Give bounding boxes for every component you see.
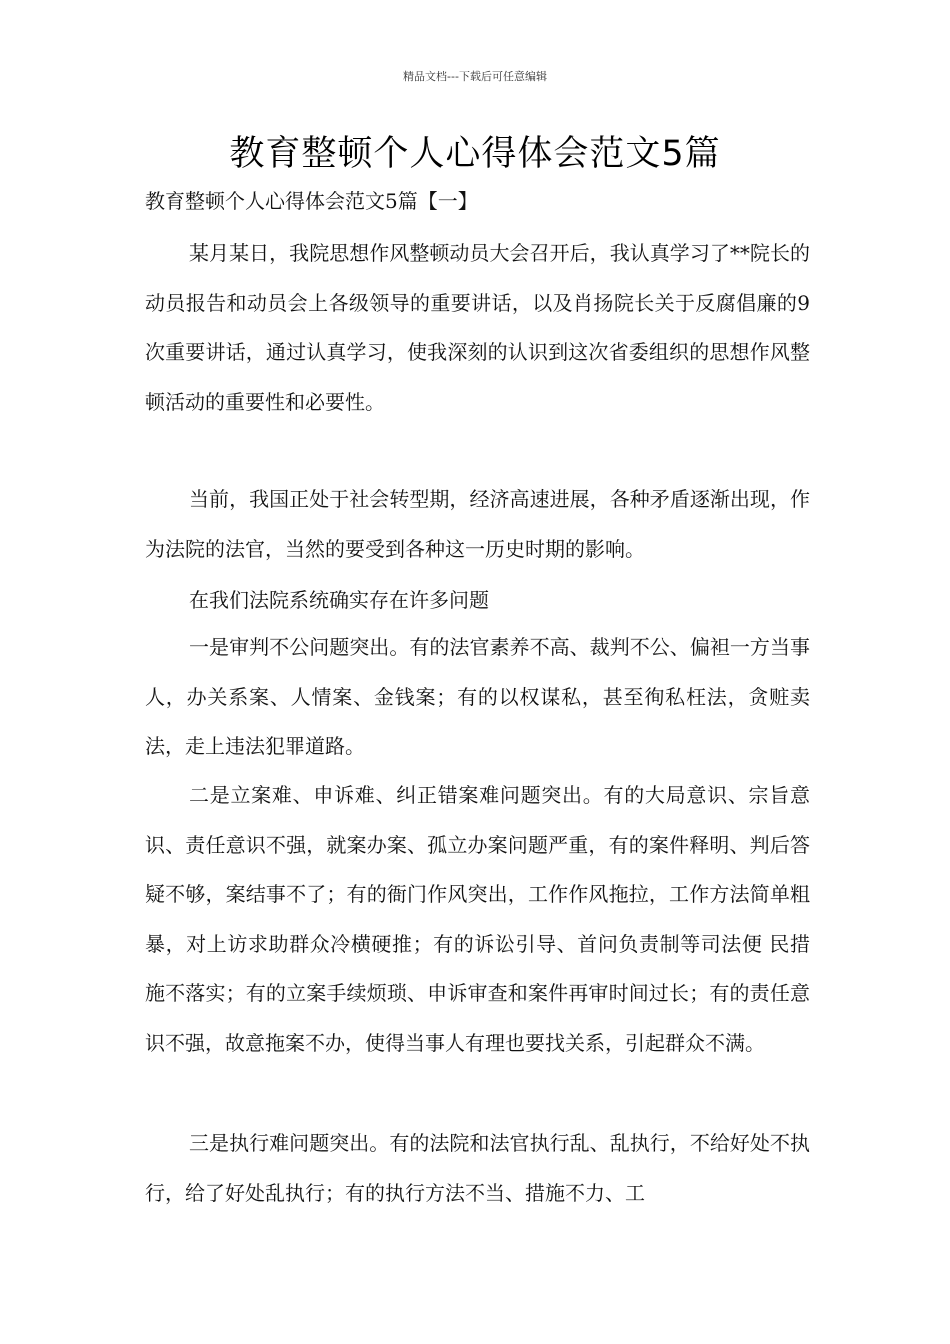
paragraph-2: 当前，我国正处于社会转型期，经济高速进展，各种矛盾逐渐出现，作为法院的法官，当然的要受到各种这一历史时期的影响。 [145,487,810,561]
document-title: 教育整顿个人心得体会范文5篇 [229,134,721,174]
paragraph-3: 在我们法院系统确实存在许多问题 [189,588,489,612]
paragraph-4: 一是审判不公问题突出。有的法官素养不高、裁判不公、偏袒一方当事人，办关系案、人情案、金钱案；有的以权谋私，甚至徇私枉法，贪赃卖法，走上违法犯罪道路。 [145,635,810,758]
section-heading: 教育整顿个人心得体会范文5篇【一】 [145,189,478,213]
paragraph-5: 二是立案难、申诉难、纠正错案难问题突出。有的大局意识、宗旨意识、责任意识不强，就案办案、孤立办案问题严重，有的案件释明、判后答疑不够，案结事不了；有的衙门作风突出，工作作风拖拉，工作方法简单粗暴，对上访求助群众冷横硬推；有的诉讼引导、首问负责制等司法便 民措施不落实；有的立案手续烦琐、申诉审查和案件再审时间过长；有的责任意识不强，故意拖案不办，使得当事人有理也要找关系，引起群众不满。 [145,783,810,1055]
paragraph-1: 某月某日，我院思想作风整顿动员大会召开后，我认真学习了**院长的动员报告和动员会上各级领导的重要讲话，以及肖扬院长关于反腐倡廉的9次重要讲话，通过认真学习，使我深刻的认识到这次省委组织的思想作风整顿活动的重要性和必要性。 [145,241,810,414]
page-header: 精品文档---下载后可任意编辑 [403,70,547,83]
paragraph-6: 三是执行难问题突出。有的法院和法官执行乱、乱执行，不给好处不执行，给了好处乱执行；有的执行方法不当、措施不力、工 [145,1131,810,1205]
